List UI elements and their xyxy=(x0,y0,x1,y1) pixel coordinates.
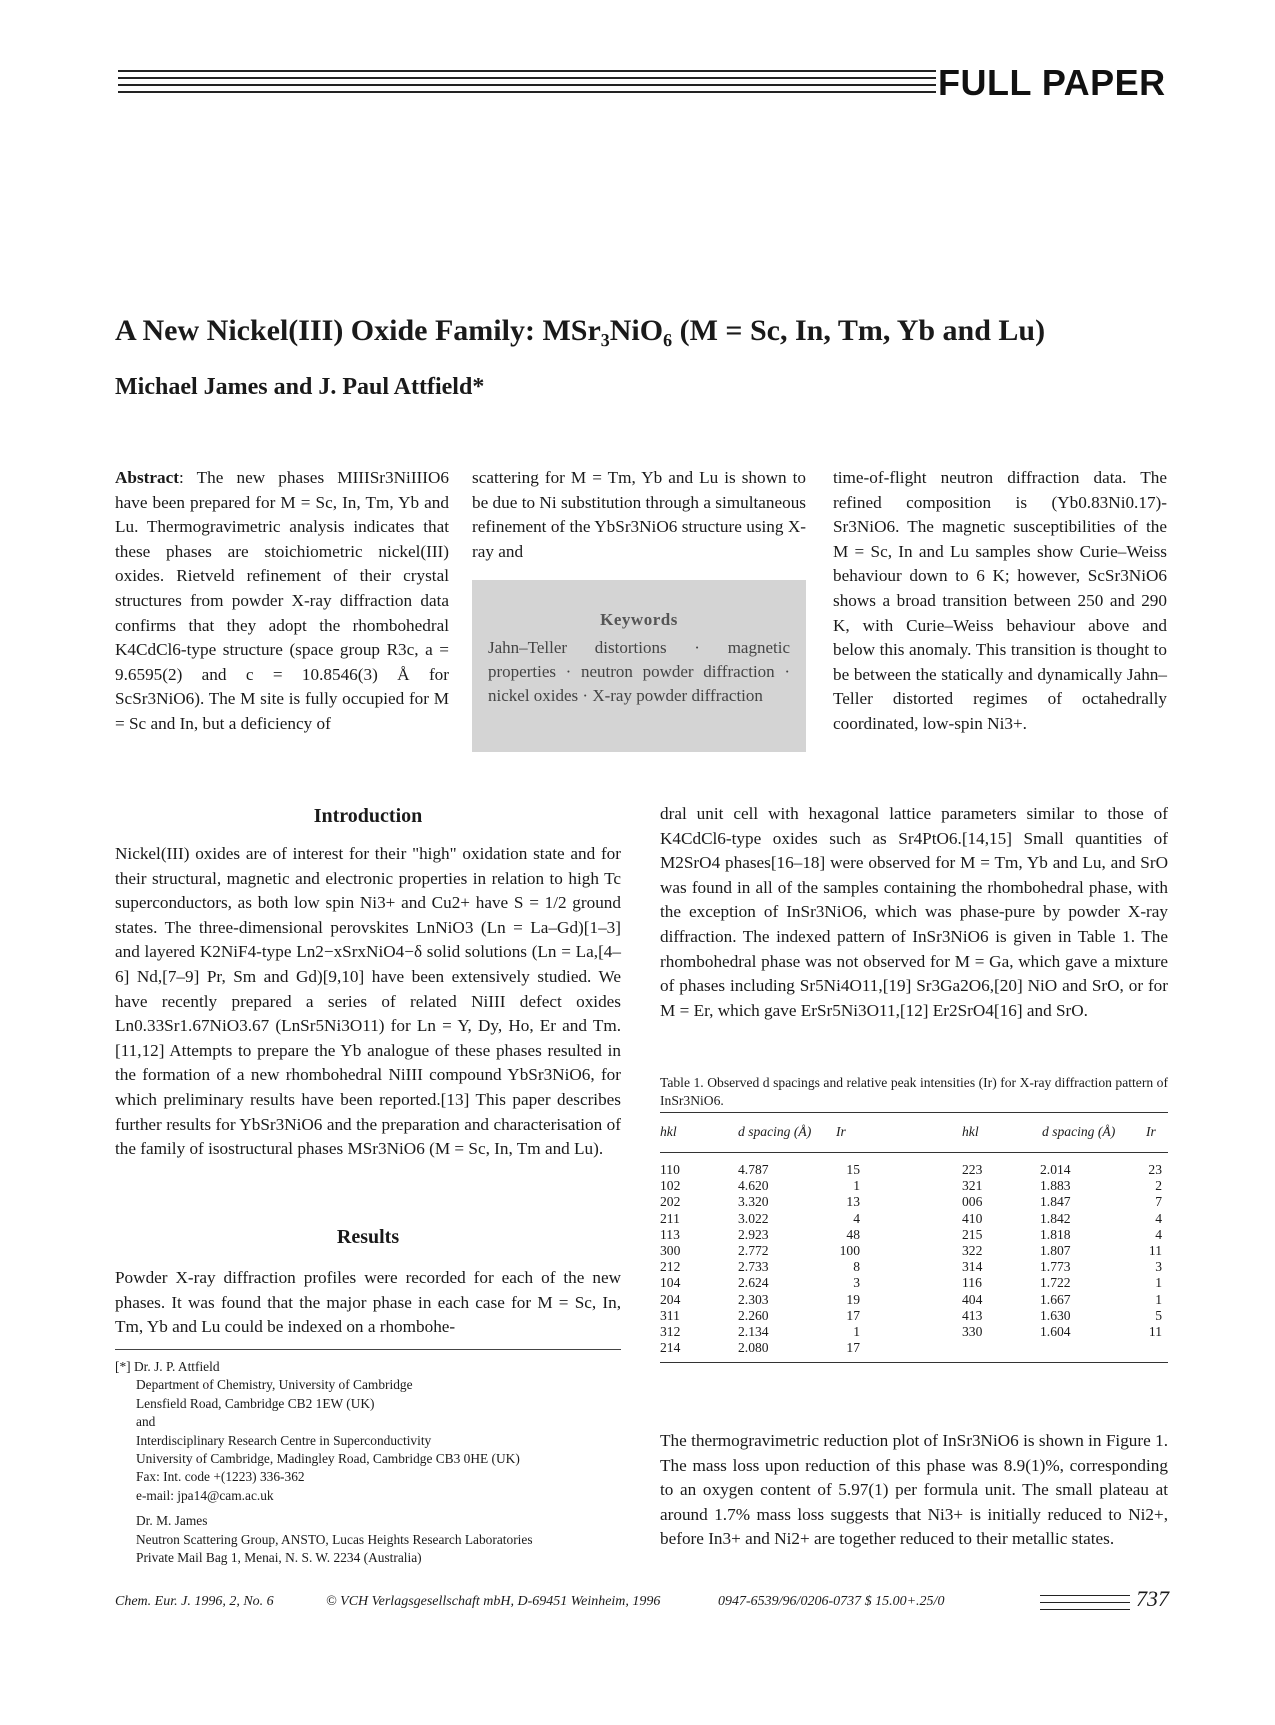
table-row xyxy=(962,1227,1162,1243)
table-cell-intensity: 23 xyxy=(1148,1162,1162,1177)
table-cell-dspacing: 1.722 xyxy=(1040,1275,1071,1291)
table-cell-hkl: 215 xyxy=(962,1226,983,1242)
table-cell-hkl: 006 xyxy=(962,1194,983,1210)
footnote-line: Interdisciplinary Research Centre in Superconductivity xyxy=(136,1432,432,1448)
abstract-label: Abstract xyxy=(115,468,179,487)
table-cell-intensity: 1 xyxy=(1155,1275,1162,1291)
table-left-block xyxy=(660,1162,860,1356)
introduction-text: Nickel(III) oxides are of interest for their "high" oxidation state and for their structural, magnetic and electronic properties in relation to high Tc superconductors, as both low spin Ni3+ and Cu2+ have S = 1/2 ground states. The three-dimensional perovskites LnNiO3 (Ln = La–Gd)[1–3] and layered K2NiF4-type Ln2−xSrxNiO4−δ solid solutions (Ln = La,[4–6] Nd,[7–9] Pr, Sm and Gd)[9,10] have been extensively studied. We have recently prepared a series of related NiIII defect oxides Ln0.33Sr1.67NiO3.67 (LnSr5Ni3O11) for Ln = Y, Dy, Ho, Er and Tm.[11,12] Attempts to prepare the Yb analogue of these phases resulted in the formation of a new rhombohedral NiIII compound YbSr3NiO6, for which preliminary results have been reported.[13] This paper describes further results for YbSr3NiO6 and the preparation and characterisation of the family of isostructural phases MSr3NiO6 (M = Sc, In, Tm and Lu). xyxy=(115,844,621,1159)
table-cell-hkl: 330 xyxy=(962,1324,983,1340)
table-row xyxy=(962,1243,1162,1259)
table-cell-dspacing: 1.667 xyxy=(1040,1291,1071,1307)
footnote-attfield-name: Dr. J. P. Attfield xyxy=(133,1359,220,1374)
table-cell-hkl: 102 xyxy=(660,1178,681,1194)
table-cell-intensity: 1 xyxy=(1155,1291,1162,1307)
table-cell-dspacing: 2.260 xyxy=(738,1307,769,1323)
footer-decorative-rules xyxy=(1040,1590,1130,1614)
table-cell-hkl: 300 xyxy=(660,1243,681,1259)
keywords-title: Keywords xyxy=(600,610,678,629)
section-label: FULL PAPER xyxy=(938,62,1166,103)
table-cell-intensity: 8 xyxy=(853,1259,860,1275)
table-cell-hkl: 223 xyxy=(962,1162,983,1177)
table-row xyxy=(660,1340,860,1356)
table-cell-dspacing: 2.014 xyxy=(1040,1162,1071,1177)
table-cell-intensity: 4 xyxy=(1155,1210,1162,1226)
table-row xyxy=(962,1178,1162,1194)
table-cell-intensity: 1 xyxy=(853,1178,860,1194)
table-cell-dspacing: 2.624 xyxy=(738,1275,769,1291)
table-row xyxy=(962,1162,1162,1178)
table-cell-intensity: 5 xyxy=(1155,1307,1162,1323)
table-cell-hkl: 214 xyxy=(660,1340,681,1356)
table-cell-intensity: 1 xyxy=(853,1324,860,1340)
table-cell-dspacing: 1.807 xyxy=(1040,1243,1071,1259)
table-cell-intensity: 17 xyxy=(846,1307,860,1323)
table-cell-dspacing: 3.022 xyxy=(738,1210,769,1226)
table-cell-dspacing: 2.134 xyxy=(738,1324,769,1340)
table-cell-intensity: 11 xyxy=(1148,1324,1162,1340)
table-row xyxy=(660,1324,860,1340)
footnote-separator xyxy=(115,1349,621,1350)
table-header-intensity-left: Ir xyxy=(836,1124,846,1139)
table-header-hkl-left: hkl xyxy=(660,1124,677,1139)
table-row xyxy=(962,1194,1162,1210)
page-number: 737 xyxy=(1136,1586,1169,1611)
table-cell-dspacing: 2.303 xyxy=(738,1291,769,1307)
table-cell-dspacing: 2.080 xyxy=(738,1340,769,1356)
table-header-hkl-right: hkl xyxy=(962,1124,979,1139)
table-row xyxy=(660,1243,860,1259)
table-row xyxy=(660,1227,860,1243)
table-cell-hkl: 110 xyxy=(660,1162,680,1177)
table-cell-intensity: 13 xyxy=(846,1194,860,1210)
table-row xyxy=(962,1292,1162,1308)
table-cell-hkl: 410 xyxy=(962,1210,983,1226)
footer-issn: 0947-6539/96/0206-0737 $ 15.00+.25/0 xyxy=(718,1594,945,1609)
table-row xyxy=(660,1178,860,1194)
footer-copyright: © VCH Verlagsgesellschaft mbH, D-69451 Weinheim, 1996 xyxy=(326,1594,661,1609)
footnote-line: Lensfield Road, Cambridge CB2 1EW (UK) xyxy=(136,1395,375,1411)
table-header-intensity-right: Ir xyxy=(1146,1124,1156,1139)
table-cell-hkl: 311 xyxy=(660,1307,680,1323)
table-row xyxy=(962,1275,1162,1291)
table-cell-dspacing: 1.842 xyxy=(1040,1210,1071,1226)
table-cell-intensity: 100 xyxy=(839,1243,860,1259)
table-cell-dspacing: 1.818 xyxy=(1040,1226,1071,1242)
table-cell-intensity: 3 xyxy=(853,1275,860,1291)
table-cell-hkl: 202 xyxy=(660,1194,681,1210)
table-header-dspacing-left: d spacing (Å) xyxy=(738,1124,812,1139)
table-cell-dspacing: 1.630 xyxy=(1040,1307,1071,1323)
introduction-heading: Introduction xyxy=(313,805,423,827)
table-row xyxy=(660,1162,860,1178)
table-cell-dspacing: 1.604 xyxy=(1040,1324,1071,1340)
table-cell-hkl: 321 xyxy=(962,1178,983,1194)
table-row xyxy=(660,1292,860,1308)
keywords-box xyxy=(472,580,806,752)
header-decorative-rules xyxy=(118,70,936,106)
table-cell-hkl: 322 xyxy=(962,1243,983,1259)
table-cell-hkl: 204 xyxy=(660,1291,681,1307)
table-cell-dspacing: 1.773 xyxy=(1040,1259,1071,1275)
results-heading: Results xyxy=(336,1226,400,1248)
paper-title: A New Nickel(III) Oxide Family: MSr₃NiO₆ (M = Sc, In, Tm, Yb and Lu) xyxy=(115,314,1046,347)
abstract-text-1: : The new phases MIIISr3NiIIIO6 have been prepared for M = Sc, In, Tm, Yb and Lu. Thermogravimetric analysis indicates that these phases are stoichiometric nickel(III) oxides. Rietveld refinement of their crystal structures from powder X-ray diffraction data confirms that they adopt the rhombohedral K4CdCl6-type structure (space group R3c, a = 9.6595(2) and c = 10.8546(3) Å for ScSr3NiO6). The M site is fully occupied for M = Sc and In, but a deficiency of xyxy=(115,468,449,733)
table-cell-intensity: 3 xyxy=(1155,1259,1162,1275)
footnote-line: Neutron Scattering Group, ANSTO, Lucas Heights Research Laboratories xyxy=(136,1531,533,1547)
table-cell-dspacing: 2.733 xyxy=(738,1259,769,1275)
authors: Michael James and J. Paul Attfield* xyxy=(115,374,485,400)
table-cell-intensity: 7 xyxy=(1155,1194,1162,1210)
footnote-line: Private Mail Bag 1, Menai, N. S. W. 2234 (Australia) xyxy=(136,1550,422,1566)
footnote-marker: [*] xyxy=(115,1359,131,1374)
table-cell-dspacing: 4.787 xyxy=(738,1162,769,1177)
footnotes xyxy=(115,1358,621,1567)
footnote-line: University of Cambridge, Madingley Road, Cambridge CB3 0HE (UK) xyxy=(136,1451,520,1467)
abstract-column-2: scattering for M = Tm, Yb and Lu is shown to be due to Ni substitution through a simultaneous refinement of the YbSr3NiO6 structure using X-ray and xyxy=(472,468,806,561)
table-cell-dspacing: 3.320 xyxy=(738,1194,769,1210)
table-header-dspacing-right: d spacing (Å) xyxy=(1042,1124,1116,1139)
footnote-james-name: Dr. M. James xyxy=(136,1513,208,1529)
table-cell-hkl: 404 xyxy=(962,1291,983,1307)
table-cell-intensity: 17 xyxy=(846,1340,860,1356)
footnote-line: Fax: Int. code +(1223) 336-362 xyxy=(136,1469,305,1485)
footnote-line: and xyxy=(136,1414,156,1430)
table-cell-hkl: 116 xyxy=(962,1275,982,1291)
footnote-attfield-name-line xyxy=(115,1358,621,1376)
table-cell-intensity: 15 xyxy=(846,1162,860,1177)
table-cell-dspacing: 1.883 xyxy=(1040,1178,1071,1194)
table-row xyxy=(962,1259,1162,1275)
abstract-column-3: time-of-flight neutron diffraction data. The refined composition is (Yb0.83Ni0.17)-Sr3NiO6. The magnetic susceptibilities of the M = Sc, In and Lu samples show Curie–Weiss behaviour down to 6 K; however, ScSr3NiO6 shows a broad transition between 250 and 290 K, with Curie–Weiss behaviour above and below this anomaly. This transition is thought to be between the statically and dynamically Jahn–Teller distorted regimes of octahedrally coordinated, low-spin Ni3+. xyxy=(833,468,1167,733)
table-cell-hkl: 211 xyxy=(660,1210,680,1226)
footnote-email[interactable]: e-mail: jpa14@cam.ac.uk xyxy=(136,1487,274,1503)
table-row xyxy=(660,1275,860,1291)
results-text: Powder X-ray diffraction profiles were recorded for each of the new phases. It was found that the major phase in each case for M = Sc, In, Tm, Yb and Lu could be indexed on a rhombohe- xyxy=(115,1268,621,1337)
right-column-text-2: The thermogravimetric reduction plot of InSr3NiO6 is shown in Figure 1. The mass loss upon reduction of this phase was 8.9(1)%, corresponding to an oxygen content of 5.97(1) per formula unit. The small plateau at around 1.7% mass loss suggests that Ni3+ is initially reduced to Ni2+, before In3+ and Ni2+ are together reduced to their metallic states. xyxy=(660,1431,1168,1549)
table-row xyxy=(660,1211,860,1227)
table-cell-intensity: 11 xyxy=(1148,1243,1162,1259)
table-cell-intensity: 48 xyxy=(846,1226,860,1242)
footer-journal: Chem. Eur. J. 1996, 2, No. 6 xyxy=(115,1594,274,1609)
table-row xyxy=(962,1211,1162,1227)
table-row xyxy=(660,1194,860,1210)
table-cell-hkl: 212 xyxy=(660,1259,681,1275)
table-cell-hkl: 104 xyxy=(660,1275,681,1291)
footnote-line: Department of Chemistry, University of Cambridge xyxy=(136,1377,413,1393)
table-cell-intensity: 2 xyxy=(1155,1178,1162,1194)
table-cell-dspacing: 2.772 xyxy=(738,1243,769,1259)
right-column-text-1: dral unit cell with hexagonal lattice parameters similar to those of K4CdCl6-type oxides such as Sr4PtO6.[14,15] Small quantities of M2SrO4 phases[16–18] were observed for M = Tm, Yb and Lu, and SrO was found in all of the samples containing the rhombohedral phase, with the exception of InSr3NiO6, which was phase-pure by powder X-ray diffraction. The indexed pattern of InSr3NiO6 is given in Table 1. The rhombohedral phase was not observed for M = Ga, which gave a mixture of phases including Sr5Ni4O11,[19] Sr3Ga2O6,[20] NiO and SrO, or for M = Er, which gave ErSr5Ni3O11,[12] Er2SrO4[16] and SrO. xyxy=(660,804,1168,1020)
abstract-column-1 xyxy=(115,466,449,737)
keywords-text: Jahn–Teller distortions · magnetic properties · neutron powder diffraction · nickel oxides · X-ray powder diffraction xyxy=(488,638,790,705)
table-cell-dspacing: 1.847 xyxy=(1040,1194,1071,1210)
table-row xyxy=(660,1308,860,1324)
table-cell-hkl: 113 xyxy=(660,1226,680,1242)
table-cell-intensity: 19 xyxy=(846,1291,860,1307)
table-cell-intensity: 4 xyxy=(853,1210,860,1226)
table-cell-hkl: 314 xyxy=(962,1259,983,1275)
table-row xyxy=(660,1259,860,1275)
table-cell-dspacing: 4.620 xyxy=(738,1178,769,1194)
table-cell-intensity: 4 xyxy=(1155,1226,1162,1242)
table-caption: Table 1. Observed d spacings and relative peak intensities (Ir) for X-ray diffraction pattern of InSr3NiO6. xyxy=(660,1075,1168,1108)
table-cell-hkl: 312 xyxy=(660,1324,681,1340)
table-row xyxy=(962,1308,1162,1324)
table-cell-dspacing: 2.923 xyxy=(738,1226,769,1242)
table-right-block xyxy=(962,1162,1162,1340)
table-cell-hkl: 413 xyxy=(962,1307,983,1323)
table-row xyxy=(962,1324,1162,1340)
